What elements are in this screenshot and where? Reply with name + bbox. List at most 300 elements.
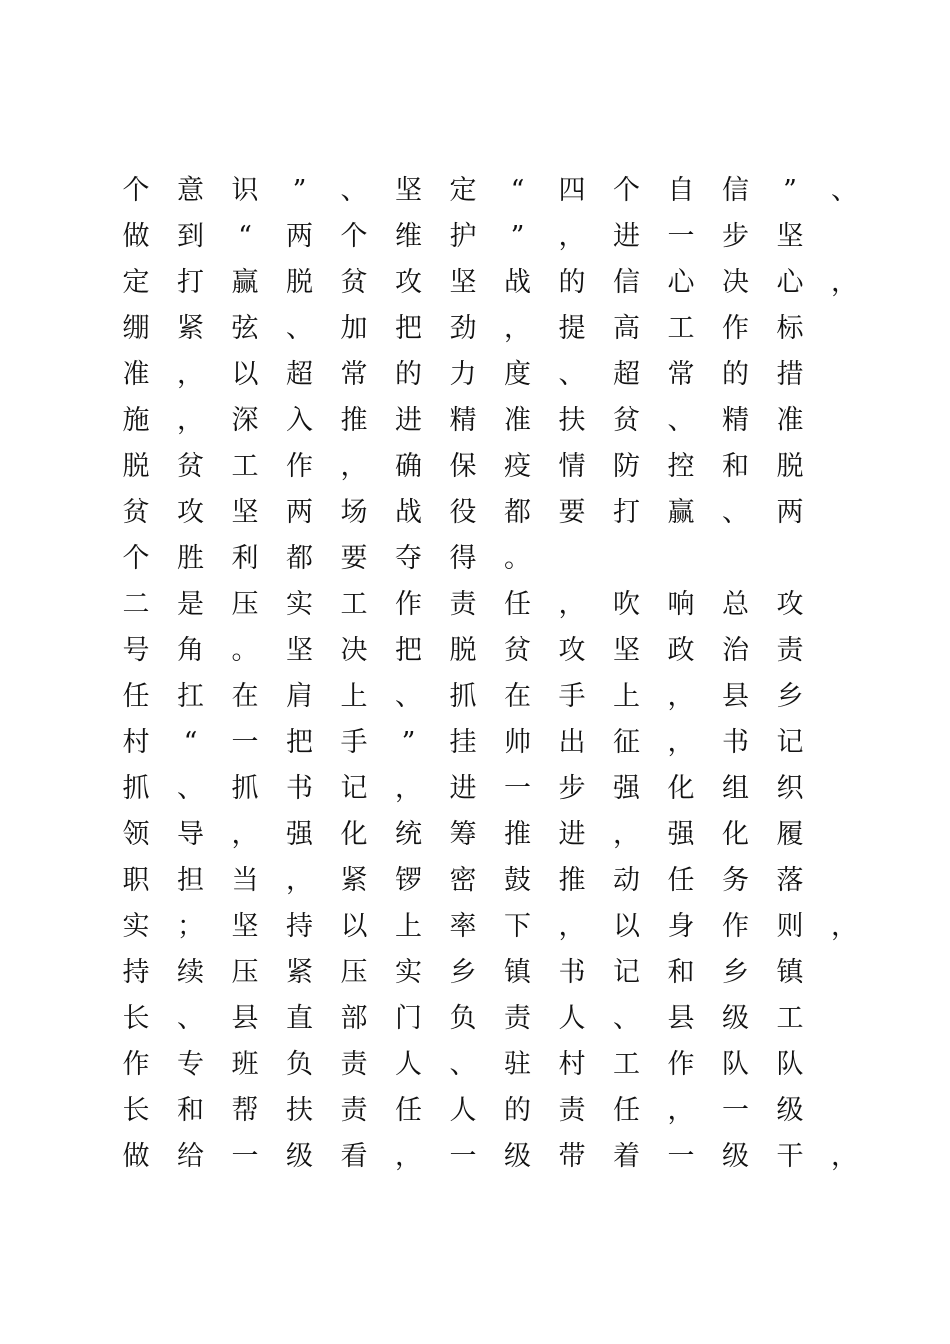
glyph: 标 (776, 313, 804, 344)
glyph: 担 (177, 865, 204, 896)
glyph: 级 (722, 1003, 749, 1034)
glyph: 信 (722, 175, 749, 206)
glyph: 职 (122, 865, 150, 896)
glyph: 角 (177, 635, 204, 666)
glyph: 两 (286, 221, 313, 252)
glyph: ， (831, 267, 858, 298)
glyph: 统 (395, 819, 422, 850)
glyph: 的 (722, 359, 749, 390)
glyph: 都 (286, 543, 313, 574)
glyph: 深 (231, 405, 259, 436)
glyph: 战 (504, 267, 531, 298)
glyph: 作 (286, 451, 313, 482)
glyph: 、 (449, 1049, 477, 1080)
glyph: 直 (286, 1003, 313, 1034)
glyph: 负 (286, 1049, 313, 1080)
glyph: 识 (231, 175, 259, 206)
glyph: 密 (449, 865, 477, 896)
text-line (122, 674, 852, 720)
glyph: 一 (504, 773, 531, 804)
glyph: 紧 (340, 865, 368, 896)
glyph: 坚 (776, 221, 804, 252)
glyph: 进 (395, 405, 422, 436)
text-line (122, 490, 852, 536)
glyph: 书 (558, 957, 586, 988)
glyph: 门 (395, 1003, 422, 1034)
glyph: 个 (122, 175, 150, 206)
glyph: 责 (340, 1049, 368, 1080)
glyph: 乡 (722, 957, 749, 988)
glyph: 坚 (231, 497, 259, 528)
glyph: 响 (667, 589, 695, 620)
glyph: 定 (122, 267, 150, 298)
glyph: 入 (286, 405, 313, 436)
glyph: 在 (504, 681, 531, 712)
glyph: 导 (177, 819, 204, 850)
glyph: 个 (613, 175, 640, 206)
glyph: 贫 (613, 405, 640, 436)
glyph: 疫 (504, 451, 531, 482)
glyph: 定 (449, 175, 477, 206)
glyph: 夺 (395, 543, 422, 574)
glyph: 记 (776, 727, 804, 758)
glyph: 出 (558, 727, 586, 758)
glyph: 挂 (449, 727, 477, 758)
glyph: ， (667, 727, 695, 758)
glyph: 贫 (177, 451, 204, 482)
glyph: “ (238, 221, 252, 252)
glyph: 级 (722, 1141, 749, 1172)
glyph: 实 (395, 957, 422, 988)
glyph: 二 (122, 589, 150, 620)
text-line (122, 444, 852, 490)
glyph: 脱 (286, 267, 313, 298)
glyph: 两 (776, 497, 804, 528)
glyph: 推 (504, 819, 531, 850)
text-line (122, 904, 858, 950)
glyph: 化 (722, 819, 749, 850)
glyph: 和 (667, 957, 695, 988)
glyph: 书 (722, 727, 749, 758)
glyph: 总 (722, 589, 749, 620)
glyph: 贫 (504, 635, 531, 666)
glyph: 护 (449, 221, 477, 252)
glyph: 控 (667, 451, 695, 482)
glyph: 推 (340, 405, 368, 436)
glyph: 织 (776, 773, 804, 804)
glyph: 贫 (122, 497, 150, 528)
glyph: ， (558, 589, 586, 620)
glyph: 要 (340, 543, 368, 574)
glyph: ， (558, 911, 586, 942)
glyph: 是 (177, 589, 204, 620)
glyph: 精 (449, 405, 477, 436)
glyph: 作 (122, 1049, 150, 1080)
text-line (122, 628, 852, 674)
glyph: 强 (667, 819, 695, 850)
glyph: 紧 (286, 957, 313, 988)
glyph: 脱 (122, 451, 150, 482)
glyph: 专 (177, 1049, 204, 1080)
glyph: 持 (286, 911, 313, 942)
glyph: 任 (504, 589, 531, 620)
glyph: 人 (558, 1003, 586, 1034)
text-line (122, 996, 852, 1042)
text-line (122, 1042, 852, 1088)
glyph: 、 (831, 175, 858, 206)
glyph: 坚 (449, 267, 477, 298)
glyph: 级 (776, 1095, 804, 1126)
glyph: ， (177, 359, 204, 390)
glyph: 坚 (231, 911, 259, 942)
glyph: 打 (613, 497, 640, 528)
glyph: 着 (613, 1141, 640, 1172)
glyph: 扛 (177, 681, 204, 712)
glyph: 和 (177, 1095, 204, 1126)
glyph: 村 (558, 1049, 586, 1080)
glyph: 心 (667, 267, 695, 298)
glyph: 攻 (177, 497, 204, 528)
glyph: 一 (722, 1095, 749, 1126)
glyph: 四 (558, 175, 586, 206)
glyph: 工 (667, 313, 695, 344)
glyph: 上 (340, 681, 368, 712)
glyph: 都 (504, 497, 531, 528)
glyph: 治 (722, 635, 749, 666)
glyph: 任 (122, 681, 150, 712)
glyph: 准 (122, 359, 150, 390)
glyph: 决 (722, 267, 749, 298)
glyph: ， (667, 681, 695, 712)
glyph: 超 (613, 359, 640, 390)
glyph: 征 (613, 727, 640, 758)
glyph: 弦 (231, 313, 259, 344)
glyph: 、 (395, 681, 422, 712)
glyph: 、 (340, 175, 368, 206)
glyph: ， (504, 313, 531, 344)
glyph: 手 (558, 681, 586, 712)
glyph: 锣 (395, 865, 422, 896)
glyph: 一 (667, 221, 695, 252)
glyph: 鼓 (504, 865, 531, 896)
glyph: 下 (504, 911, 531, 942)
glyph: 措 (776, 359, 804, 390)
glyph: 履 (776, 819, 804, 850)
glyph: 工 (340, 589, 368, 620)
glyph: 攻 (776, 589, 804, 620)
glyph: 队 (776, 1049, 804, 1080)
glyph: ” (510, 221, 525, 252)
glyph: 防 (613, 451, 640, 482)
glyph: ， (667, 1095, 695, 1126)
text-line (122, 168, 858, 214)
glyph: 、 (177, 1003, 204, 1034)
glyph: 、 (667, 405, 695, 436)
glyph: 负 (449, 1003, 477, 1034)
glyph: 压 (231, 957, 259, 988)
glyph: 步 (558, 773, 586, 804)
glyph: 领 (122, 819, 150, 850)
glyph: 利 (231, 543, 259, 574)
glyph: 作 (722, 911, 749, 942)
glyph: 组 (722, 773, 749, 804)
glyph: 续 (177, 957, 204, 988)
glyph: 、 (286, 313, 313, 344)
glyph: 维 (395, 221, 422, 252)
glyph: 和 (722, 451, 749, 482)
glyph: 落 (776, 865, 804, 896)
glyph: 脱 (449, 635, 477, 666)
glyph: 度 (504, 359, 531, 390)
glyph: 常 (340, 359, 368, 390)
glyph: 精 (722, 405, 749, 436)
glyph: 班 (231, 1049, 259, 1080)
text-line (122, 1134, 858, 1180)
glyph: 工 (776, 1003, 804, 1034)
glyph: 实 (286, 589, 313, 620)
glyph: 责 (449, 589, 477, 620)
text-line (122, 398, 852, 444)
glyph: ” (783, 175, 797, 206)
glyph: 动 (613, 865, 640, 896)
text-line (122, 536, 852, 582)
glyph: ， (395, 1141, 422, 1172)
glyph: 带 (558, 1141, 586, 1172)
text-line (122, 858, 852, 904)
glyph: 脱 (776, 451, 804, 482)
glyph: 贫 (340, 267, 368, 298)
glyph: 责 (558, 1095, 586, 1126)
glyph: 把 (395, 313, 422, 344)
glyph: 战 (395, 497, 422, 528)
glyph: ， (231, 819, 259, 850)
text-line (122, 1088, 852, 1134)
glyph: ， (286, 865, 313, 896)
glyph: “ (510, 175, 525, 206)
text-line (122, 306, 852, 352)
glyph: 把 (395, 635, 422, 666)
glyph: ， (831, 911, 858, 942)
text-line (122, 214, 852, 260)
glyph: 、 (558, 359, 586, 390)
glyph: 县 (722, 681, 749, 712)
glyph: 打 (177, 267, 204, 298)
glyph: 到 (177, 221, 204, 252)
glyph: 做 (122, 1141, 150, 1172)
glyph: 役 (449, 497, 477, 528)
glyph: ， (831, 1141, 858, 1172)
glyph: 记 (340, 773, 368, 804)
glyph: 紧 (177, 313, 204, 344)
glyph: 在 (231, 681, 259, 712)
glyph: 吹 (613, 589, 640, 620)
glyph: 一 (449, 1141, 477, 1172)
text-line (122, 766, 852, 812)
glyph: 步 (722, 221, 749, 252)
glyph: 记 (613, 957, 640, 988)
glyph: 以 (231, 359, 259, 390)
glyph: 乡 (449, 957, 477, 988)
glyph: 场 (340, 497, 368, 528)
glyph: 加 (340, 313, 368, 344)
glyph: 扶 (286, 1095, 313, 1126)
text-line (122, 812, 852, 858)
glyph: 县 (231, 1003, 259, 1034)
glyph: 级 (286, 1141, 313, 1172)
glyph: 力 (449, 359, 477, 390)
glyph: ， (340, 451, 368, 482)
glyph: 的 (395, 359, 422, 390)
glyph: 一 (231, 727, 259, 758)
glyph: 以 (340, 911, 368, 942)
glyph: 责 (340, 1095, 368, 1126)
glyph: 乡 (776, 681, 804, 712)
glyph: 绷 (122, 313, 150, 344)
glyph: 得 (449, 543, 477, 574)
glyph: 工 (231, 451, 259, 482)
glyph: 个 (340, 221, 368, 252)
body-text (122, 168, 858, 1180)
glyph: 驻 (504, 1049, 531, 1080)
glyph: 级 (504, 1141, 531, 1172)
glyph: ” (292, 175, 307, 206)
glyph: 部 (340, 1003, 368, 1034)
glyph: ， (395, 773, 422, 804)
glyph: 给 (177, 1141, 204, 1172)
glyph: 一 (231, 1141, 259, 1172)
glyph: 劲 (449, 313, 477, 344)
glyph: 赢 (231, 267, 259, 298)
glyph: 人 (449, 1095, 477, 1126)
glyph: 长 (122, 1095, 150, 1126)
glyph: 则 (776, 911, 804, 942)
glyph: 作 (722, 313, 749, 344)
glyph: 镇 (776, 957, 804, 988)
glyph: 胜 (177, 543, 204, 574)
glyph: 推 (558, 865, 586, 896)
glyph: 。 (504, 543, 531, 574)
glyph: 村 (122, 727, 150, 758)
glyph: 的 (558, 267, 586, 298)
glyph: 人 (395, 1049, 422, 1080)
glyph: 身 (667, 911, 695, 942)
glyph: 化 (667, 773, 695, 804)
glyph: 做 (122, 221, 150, 252)
text-line (122, 260, 858, 306)
glyph: 、 (177, 773, 204, 804)
glyph: 任 (667, 865, 695, 896)
glyph: ” (401, 727, 416, 758)
glyph: 上 (613, 681, 640, 712)
glyph: 扶 (558, 405, 586, 436)
glyph: 进 (558, 819, 586, 850)
glyph: 县 (667, 1003, 695, 1034)
glyph: 的 (504, 1095, 531, 1126)
glyph: 进 (613, 221, 640, 252)
glyph: 作 (395, 589, 422, 620)
glyph: 帮 (231, 1095, 259, 1126)
glyph: 干 (776, 1141, 804, 1172)
glyph: 、 (613, 1003, 640, 1034)
glyph: 化 (340, 819, 368, 850)
glyph: ， (177, 405, 204, 436)
glyph: 任 (613, 1095, 640, 1126)
glyph: 持 (122, 957, 150, 988)
glyph: 信 (613, 267, 640, 298)
glyph: 政 (667, 635, 695, 666)
glyph: 筹 (449, 819, 477, 850)
glyph: 提 (558, 313, 586, 344)
glyph: 实 (122, 911, 150, 942)
glyph: 一 (667, 1141, 695, 1172)
glyph: “ (183, 727, 198, 758)
glyph: 心 (776, 267, 804, 298)
glyph: 手 (340, 727, 368, 758)
glyph: 准 (504, 405, 531, 436)
glyph: 上 (395, 911, 422, 942)
glyph: 镇 (504, 957, 531, 988)
glyph: 以 (613, 911, 640, 942)
glyph: 攻 (558, 635, 586, 666)
glyph: 要 (558, 497, 586, 528)
glyph: 坚 (613, 635, 640, 666)
glyph: 两 (286, 497, 313, 528)
glyph: 看 (340, 1141, 368, 1172)
glyph: 责 (504, 1003, 531, 1034)
glyph: 高 (613, 313, 640, 344)
glyph: 赢 (667, 497, 695, 528)
glyph: ， (613, 819, 640, 850)
glyph: 当 (231, 865, 259, 896)
glyph: 。 (231, 635, 259, 666)
glyph: 抓 (449, 681, 477, 712)
glyph: 书 (286, 773, 313, 804)
glyph: 个 (122, 543, 150, 574)
glyph: 把 (286, 727, 313, 758)
glyph: 超 (286, 359, 313, 390)
text-line (122, 352, 852, 398)
glyph: 准 (776, 405, 804, 436)
glyph: 率 (449, 911, 477, 942)
glyph: 攻 (395, 267, 422, 298)
glyph: ， (558, 221, 586, 252)
glyph: 压 (231, 589, 259, 620)
glyph: 任 (395, 1095, 422, 1126)
glyph: 进 (449, 773, 477, 804)
glyph: 队 (722, 1049, 749, 1080)
glyph: 保 (449, 451, 477, 482)
glyph: 抓 (231, 773, 259, 804)
glyph: 坚 (395, 175, 422, 206)
glyph: 情 (558, 451, 586, 482)
glyph: 坚 (286, 635, 313, 666)
glyph: 帅 (504, 727, 531, 758)
glyph: 作 (667, 1049, 695, 1080)
glyph: 自 (667, 175, 695, 206)
text-line (122, 582, 852, 628)
glyph: 、 (722, 497, 749, 528)
glyph: 确 (395, 451, 422, 482)
glyph: 决 (340, 635, 368, 666)
glyph: 长 (122, 1003, 150, 1034)
glyph: ； (177, 911, 204, 942)
glyph: 号 (122, 635, 150, 666)
glyph: 施 (122, 405, 150, 436)
glyph: 强 (613, 773, 640, 804)
glyph: 责 (776, 635, 804, 666)
glyph: 肩 (286, 681, 313, 712)
glyph: 常 (667, 359, 695, 390)
